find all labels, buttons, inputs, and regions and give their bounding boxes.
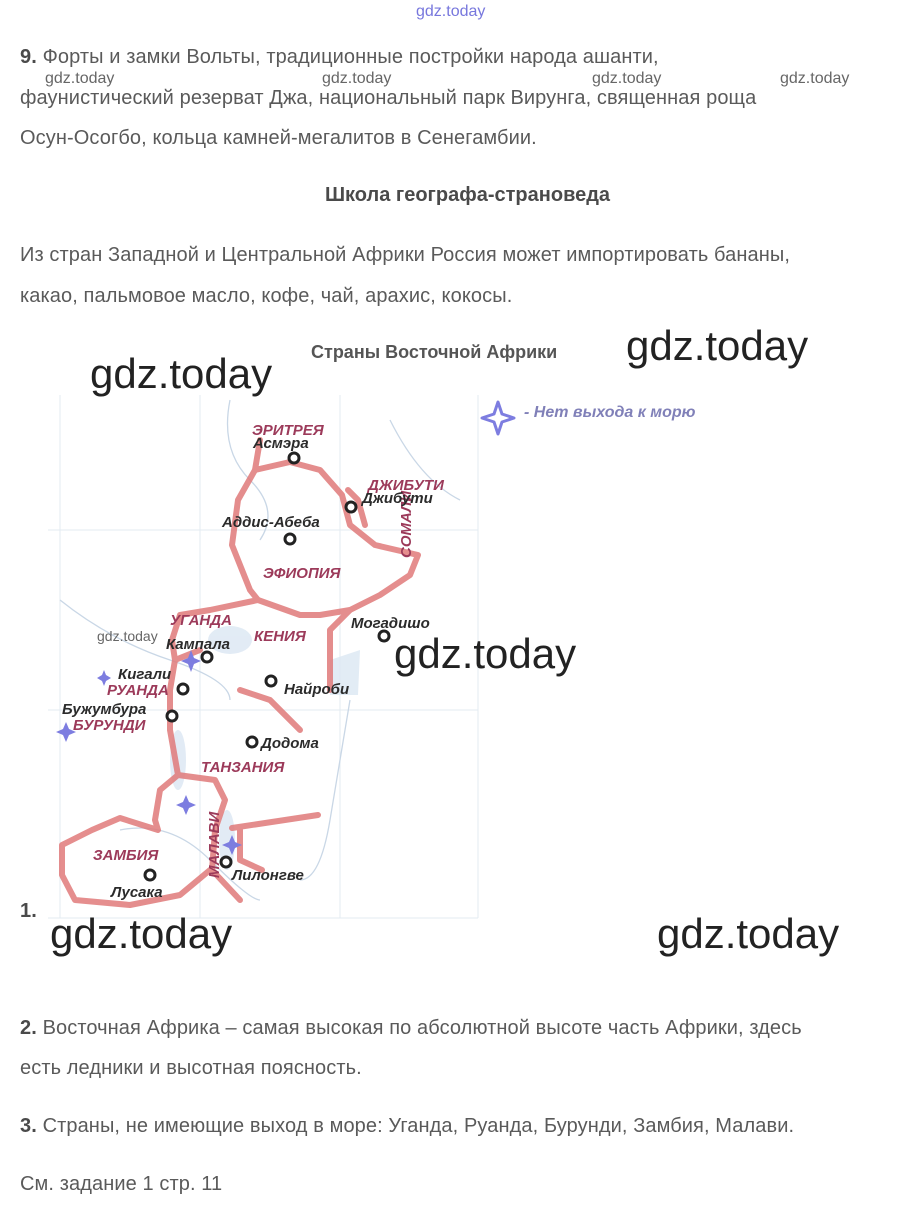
watermark-big: gdz.today bbox=[50, 910, 233, 957]
legend-label: - Нет выхода к морю bbox=[524, 404, 696, 421]
item3-number: 3. bbox=[20, 1115, 37, 1137]
country-label-malawi: МАЛАВИ bbox=[206, 811, 223, 878]
task9-line1 bbox=[20, 46, 659, 69]
item2-number: 2. bbox=[20, 1017, 37, 1039]
capital-label-nairobi: Найроби bbox=[284, 681, 350, 698]
item2-text-line1: Восточная Африка – самая высокая по абсолютной высоте часть Африки, здесь bbox=[42, 1017, 802, 1039]
capital-label-kampala: Кампала bbox=[166, 636, 231, 653]
item2-text-line2: есть ледники и высотная поясность. bbox=[20, 1057, 362, 1079]
footer-reference: См. задание 1 стр. 11 bbox=[20, 1173, 223, 1195]
section-heading: Школа географа-страноведа bbox=[324, 184, 611, 206]
country-label-kenya: КЕНИЯ bbox=[254, 628, 306, 645]
landlocked-marker-zambia bbox=[176, 795, 196, 815]
capital-label-asmara: Асмэра bbox=[253, 435, 309, 452]
country-label-zambia: ЗАМБИЯ bbox=[93, 847, 159, 864]
capital-marker-asmara bbox=[289, 453, 299, 463]
watermark-small: gdz.today bbox=[780, 70, 850, 87]
country-label-burundi: БУРУНДИ bbox=[73, 717, 146, 734]
country-label-uganda: УГАНДА bbox=[170, 612, 232, 629]
watermark-big: gdz.today bbox=[394, 630, 577, 677]
country-label-somalia: СОМАЛИ bbox=[398, 490, 415, 558]
country-label-tanzania: ТАНЗАНИЯ bbox=[201, 759, 285, 776]
capital-label-dodoma: Додома bbox=[261, 735, 319, 752]
country-label-rwanda: РУАНДА bbox=[107, 682, 169, 699]
watermark-small: gdz.today bbox=[592, 70, 662, 87]
country-label-djibouti: ДЖИБУТИ bbox=[368, 477, 444, 494]
legend-marker-icon bbox=[480, 400, 516, 436]
capital-marker-dodoma bbox=[247, 737, 257, 747]
country-label-eritrea: ЭРИТРЕЯ bbox=[252, 422, 324, 439]
capital-marker-djibouti bbox=[346, 502, 356, 512]
country-label-ethiopia: ЭФИОПИЯ bbox=[263, 565, 341, 582]
watermark-small: gdz.today bbox=[45, 70, 115, 87]
capital-label-kigali: Кигали bbox=[118, 666, 172, 683]
watermark-top: gdz.today bbox=[416, 3, 486, 20]
capital-label-djibouti: Джибути bbox=[362, 490, 433, 507]
country-borders bbox=[62, 440, 418, 905]
watermark-small: gdz.today bbox=[322, 70, 392, 87]
capital-marker-mogadishu bbox=[379, 631, 389, 641]
capital-marker-addis-ababa bbox=[285, 534, 295, 544]
watermark-big: gdz.today bbox=[626, 322, 809, 369]
task9-number: 9. bbox=[20, 46, 37, 68]
map-title: Страны Восточной Африки bbox=[311, 342, 558, 362]
task9-text-line1: Форты и замки Вольты, традиционные постройки народа ашанти, bbox=[42, 46, 659, 68]
item3-text: Страны, не имеющие выход в море: Уганда, Руанда, Бурунди, Замбия, Малави. bbox=[42, 1115, 795, 1137]
capital-label-mogadishu: Могадишо bbox=[351, 615, 430, 632]
capital-marker-nairobi bbox=[266, 676, 276, 686]
item1-number: 1. bbox=[20, 900, 37, 922]
capital-label-lusaka: Лусака bbox=[111, 884, 163, 901]
capital-label-bujumbura: Бужумбура bbox=[62, 701, 147, 718]
watermark-small: gdz.today bbox=[97, 628, 158, 644]
item2-line1 bbox=[20, 1017, 802, 1040]
task9-text-line2: фаунистический резерват Джа, национальный парк Вирунга, священная роща bbox=[20, 87, 757, 109]
task9-text-line3: Осун-Осогбо, кольца камней-мегалитов в Сенегамбии. bbox=[20, 127, 537, 149]
capital-marker-bujumbura bbox=[167, 711, 177, 721]
item3-line bbox=[20, 1115, 794, 1138]
capital-marker-kampala bbox=[202, 652, 212, 662]
school-text-line1: Из стран Западной и Центральной Африки Россия может импортировать бананы, bbox=[20, 244, 790, 266]
capital-label-addis-ababa: Аддис-Абеба bbox=[222, 514, 320, 531]
watermark-big: gdz.today bbox=[90, 350, 273, 397]
school-text-line2: какао, пальмовое масло, кофе, чай, арахис, кокосы. bbox=[20, 285, 513, 307]
watermark-big: gdz.today bbox=[657, 910, 840, 957]
capital-marker-kigali bbox=[178, 684, 188, 694]
capital-marker-lusaka bbox=[145, 870, 155, 880]
capital-label-lilongwe: Лилонгве bbox=[232, 867, 304, 884]
